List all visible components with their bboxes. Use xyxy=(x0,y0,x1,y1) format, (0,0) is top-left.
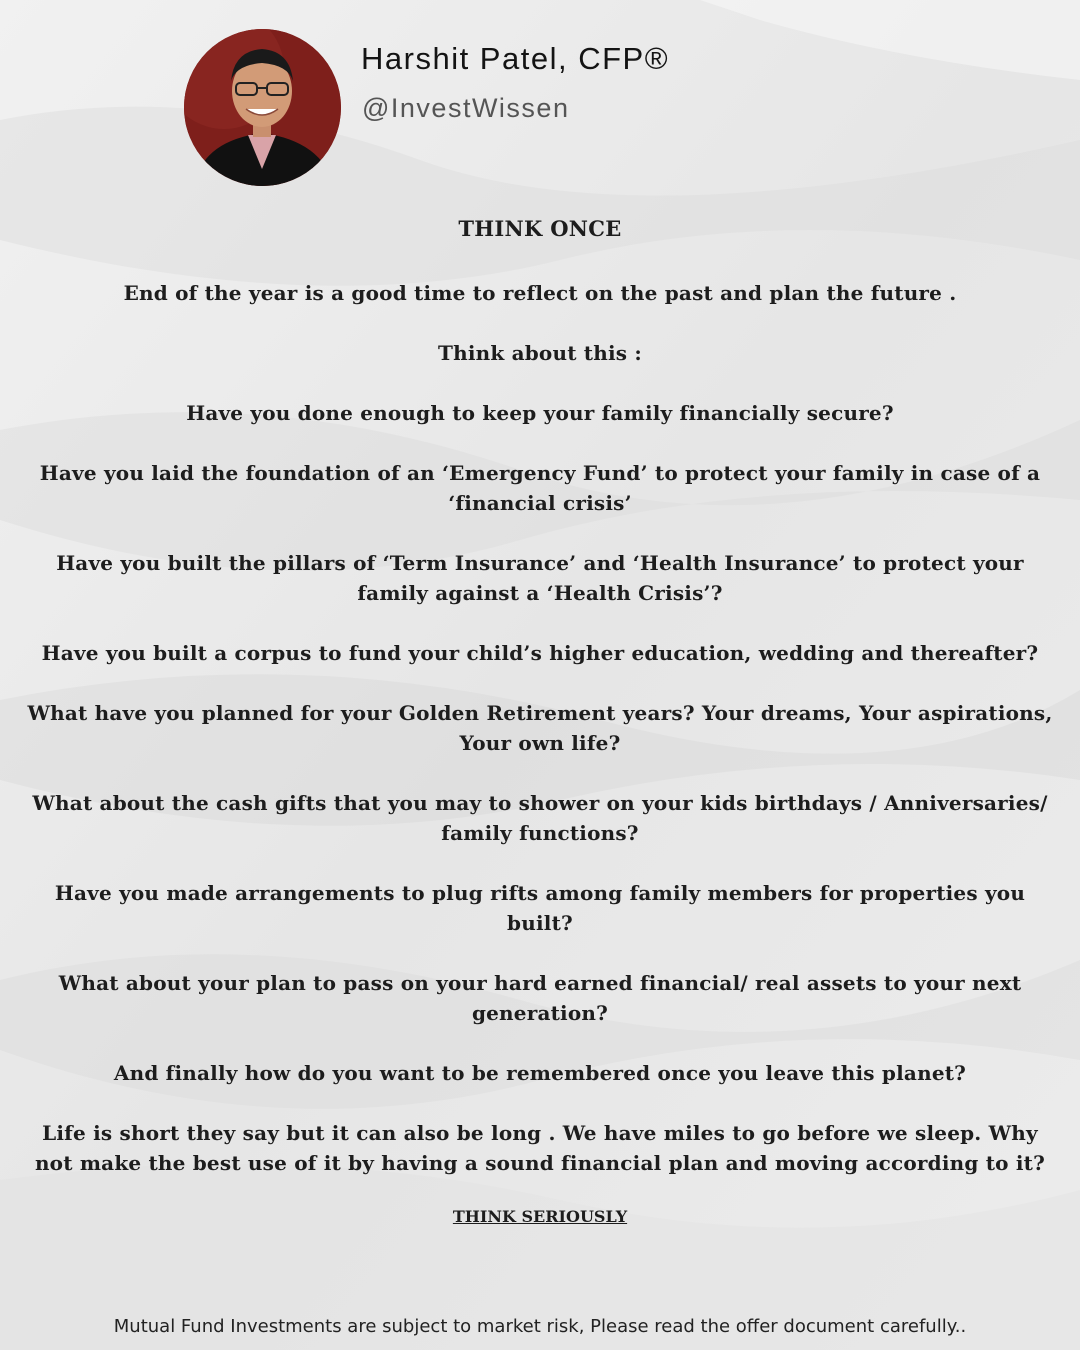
post-title: THINK ONCE xyxy=(458,216,622,241)
question-child-education: Have you built a corpus to fund your child’s higher education, wedding and thereafter? xyxy=(41,641,1039,665)
author-handle[interactable]: @InvestWissen xyxy=(362,93,570,123)
question-emergency-fund: Have you laid the foundation of an ‘Emergency Fund’ to protect your family in case of a ‘financial crisis’ xyxy=(39,461,1041,515)
paragraph-intro: End of the year is a good time to reflect on the past and plan the future . xyxy=(123,281,957,305)
question-remembered: And finally how do you want to be remembered once you leave this planet? xyxy=(113,1061,967,1085)
question-family-rifts: Have you made arrangements to plug rifts among family members for properties you built? xyxy=(54,881,1026,935)
question-insurance: Have you built the pillars of ‘Term Insurance’ and ‘Health Insurance’ to protect your family against a ‘Health Crisis’? xyxy=(56,551,1024,605)
mutual-fund-disclaimer: Mutual Fund Investments are subject to market risk, Please read the offer document carefully.. xyxy=(113,1316,967,1337)
paragraph-life-short: Life is short they say but it can also be long . We have miles to go before we sleep. Why not make the best use of it by having a sound financial plan and moving according to it? xyxy=(34,1121,1046,1175)
profile-header xyxy=(184,29,884,189)
question-retirement: What have you planned for your Golden Retirement years? Your dreams, Your aspirations, Your own life? xyxy=(27,701,1053,755)
paragraph-think-about: Think about this : xyxy=(438,341,642,365)
avatar xyxy=(184,29,341,186)
question-family-secure: Have you done enough to keep your family financially secure? xyxy=(186,401,894,425)
author-name: Harshit Patel, CFP® xyxy=(361,41,670,76)
question-pass-on-assets: What about your plan to pass on your hard earned financial/ real assets to your next generation? xyxy=(58,971,1022,1025)
question-cash-gifts: What about the cash gifts that you may to shower on your kids birthdays / Anniversaries/ family functions? xyxy=(32,791,1048,845)
closing-statement: THINK SERIOUSLY xyxy=(452,1207,628,1226)
profile-photo xyxy=(184,29,341,186)
